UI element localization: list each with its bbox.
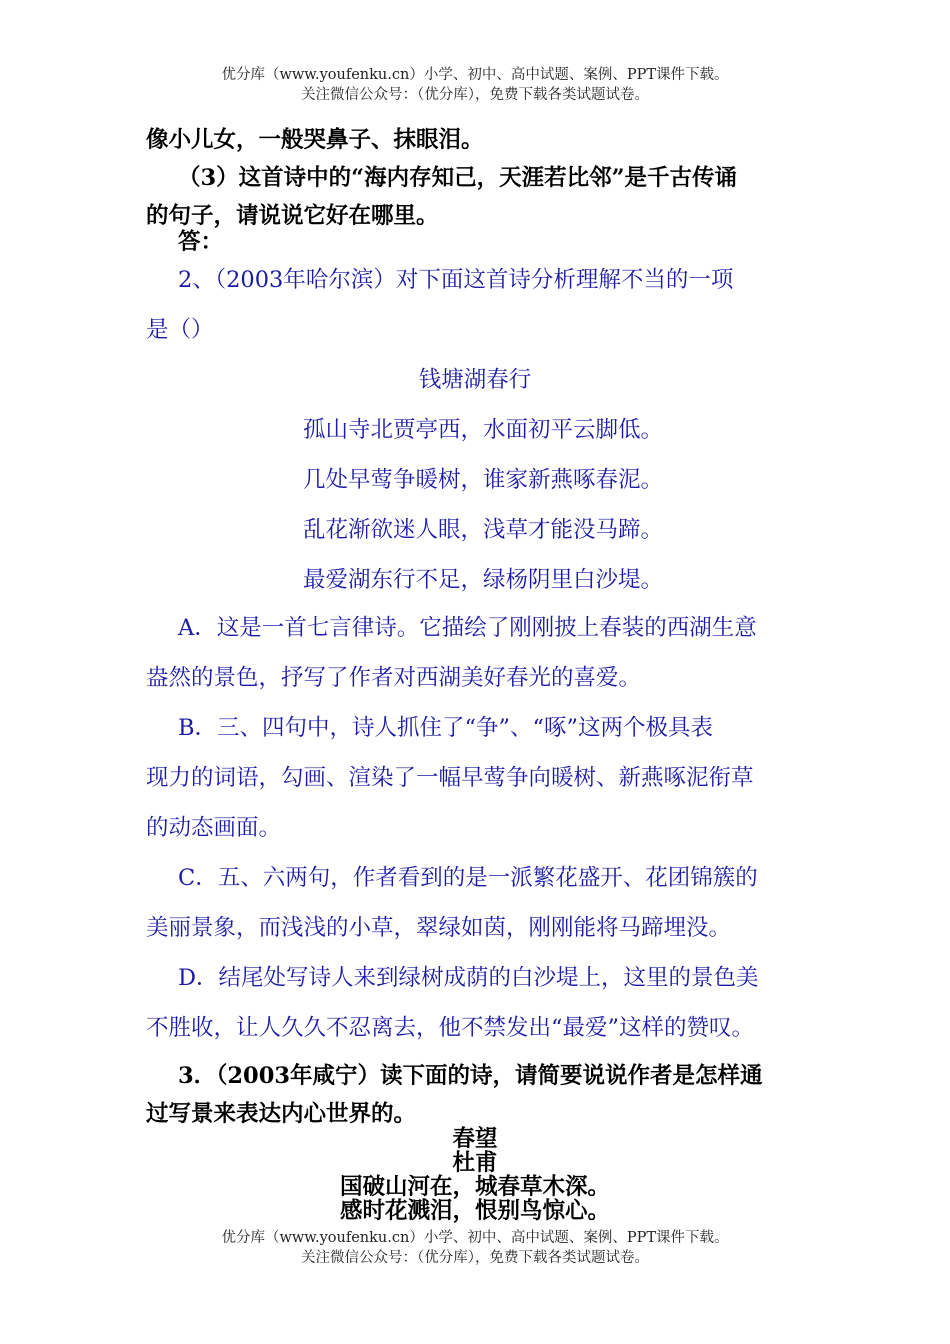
page-footer-line-1: 优分库（www.youfenku.cn）小学、初中、高中试题、案例、PPT课件下载。 [221, 1230, 729, 1246]
q2-poem-line: 最爱湖东行不足，绿杨阴里白沙堤。 [303, 567, 664, 593]
q2-stem-line-2: 是（） [146, 317, 214, 343]
q2-option-c-line-2: 美丽景象，而浅浅的小草，翠绿如茵，刚刚能将马蹄埋没。 [146, 915, 732, 941]
q3-poem-title: 春望 [452, 1126, 498, 1152]
answer-label: 答： [178, 229, 224, 255]
q2-poem-line: 孤山寺北贾亭西，水面初平云脚低。 [303, 417, 664, 443]
q2-poem-line: 几处早莺争暖树，谁家新燕啄春泥。 [303, 467, 664, 493]
q2-option-c-line-1: C．五、六两句，作者看到的是一派繁花盛开、花团锦簇的 [178, 865, 758, 891]
q2-poem-title: 钱塘湖春行 [418, 367, 532, 393]
q3-poem-author: 杜甫 [452, 1150, 498, 1176]
page-footer-line-2: 关注微信公众号：（优分库），免费下载各类试题试卷。 [301, 1250, 649, 1266]
q2-option-b-line-3: 的动态画面。 [146, 815, 282, 841]
q3-stem-line-1: 3．（2003年咸宁）读下面的诗，请简要说说作者是怎样通 [178, 1063, 763, 1089]
q1-sub3-line-2: 的句子，请说说它好在哪里。 [146, 203, 439, 229]
page-header-line-1: 优分库（www.youfenku.cn）小学、初中、高中试题、案例、PPT课件下载。 [221, 67, 729, 83]
q1-tail-line: 像小儿女，一般哭鼻子、抹眼泪。 [146, 127, 484, 153]
q2-option-a-line-1: A．这是一首七言律诗。它描绘了刚刚披上春装的西湖生意 [178, 615, 757, 641]
q3-poem-line: 感时花溅泪，恨别鸟惊心。 [339, 1198, 610, 1224]
q2-option-b-line-2: 现力的词语，勾画、渲染了一幅早莺争向暖树、新燕啄泥衔草 [146, 765, 754, 791]
page-header-line-2: 关注微信公众号：（优分库），免费下载各类试题试卷。 [301, 87, 649, 103]
q2-option-d-line-1: D．结尾处写诗人来到绿树成荫的白沙堤上，这里的景色美 [178, 965, 759, 991]
q2-option-d-line-2: 不胜收，让人久久不忍离去，他不禁发出“最爱”这样的赞叹。 [146, 1015, 755, 1041]
q2-option-a-line-2: 盎然的景色，抒写了作者对西湖美好春光的喜爱。 [146, 665, 642, 691]
q2-option-b-line-1: B．三、四句中，诗人抓住了“争”、“啄”这两个极具表 [178, 715, 714, 741]
q2-poem-line: 乱花渐欲迷人眼，浅草才能没马蹄。 [303, 517, 664, 543]
q3-poem-line: 国破山河在，城春草木深。 [339, 1174, 610, 1200]
q3-stem-line-2: 过写景来表达内心世界的。 [146, 1101, 417, 1127]
q1-sub3-line-1: （3）这首诗中的“海内存知己，天涯若比邻”是千古传诵 [178, 165, 738, 191]
q2-stem-line-1: 2、（2003年哈尔滨）对下面这首诗分析理解不当的一项 [178, 267, 734, 293]
